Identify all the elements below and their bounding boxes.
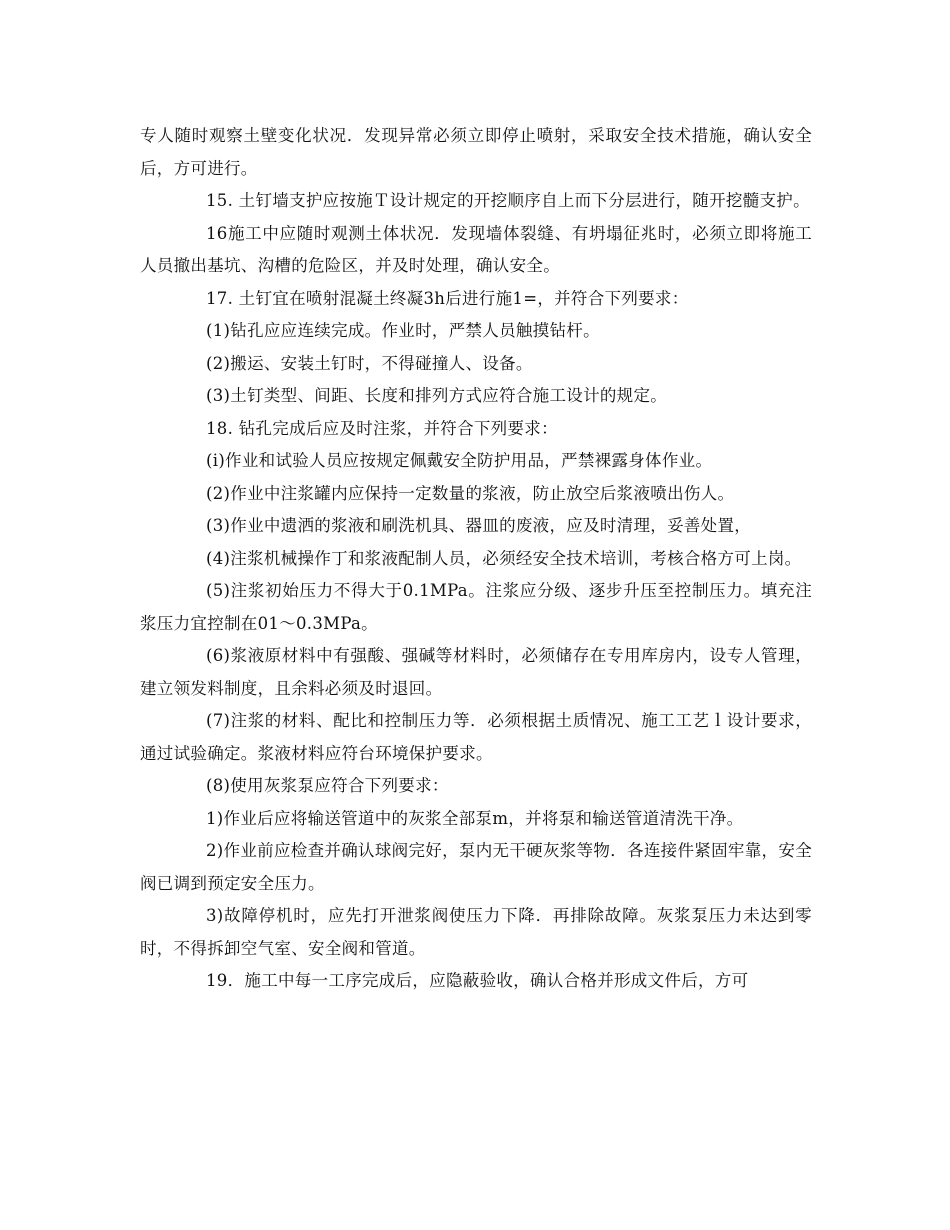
paragraph: (5)注浆初始压力不得大于0.1MPa。注浆应分级、逐步升压至控制压力。填充注浆压力宜控制在01～0.3MPa。	[140, 581, 812, 633]
paragraph: 2)作业前应检查并确认球阀完好，泵内无干硬灰浆等物．各连接件紧固牢靠，安全阀已调到预定安全压力。	[140, 841, 812, 893]
paragraph: 1)作业后应将输送管道中的灰浆全部泵m，并将泵和输送管道清洗干净。	[206, 808, 744, 828]
paragraph: (3)土钉类型、间距、长度和排列方式应符合施工设计的规定。	[206, 386, 668, 405]
paragraph: 18. 钻孔完成后应及时注浆，并符合下列要求：	[206, 418, 558, 438]
paragraph: (4)注浆机械操作丁和浆液配制人员，必须经安全技术培训，考核合格方可上岗。	[206, 548, 802, 568]
paragraph: (2)作业中注浆罐内应保持一定数量的浆液，防止放空后浆液喷出伤人。	[206, 483, 735, 503]
paragraph: 19．施工中每一工序完成后，应隐蔽验收，确认合格并形成文件后，方可	[206, 971, 749, 990]
paragraph: (1)钻孔应应连续完成。作业时，严禁人员触摸钻杆。	[206, 321, 600, 340]
paragraph: (i)作业和试验人员应按规定佩戴安全防护用品，严禁裸露身体作业。	[206, 451, 713, 470]
paragraph: (7)注浆的材料、配比和控制压力等．必须根据土质情况、施工工艺ｌ设计要求，通过试验确定。浆液材料应符台环境保护要求。	[140, 711, 812, 763]
document-body	[140, 120, 812, 998]
paragraph: 17. 土钉宜在喷射混凝土终凝3h后进行施1=，并符合下列要求：	[206, 288, 689, 308]
paragraph: 16施工中应随时观测土体状况．发现墙体裂缝、有坍塌征兆时，必须立即将施工人员撤出基坑、沟槽的危险区，并及时处理，确认安全。	[140, 223, 812, 275]
paragraph: (8)使用灰浆泵应符合下列要求：	[206, 776, 449, 795]
paragraph: (3)作业中遗洒的浆液和刷洗机具、器皿的废液，应及时清理，妥善处置，	[206, 516, 752, 535]
paragraph: 专人随时观察土壁变化状况．发现异常必须立即停止喷射，采取安全技术措施，确认安全后，方可进行。	[140, 126, 812, 178]
paragraph: 3)故障停机时，应先打开泄浆阀使压力下降．再排除故障。灰浆泵压力未达到零时，不得拆卸空气室、安全阀和管道。	[140, 906, 812, 958]
paragraph: (6)浆液原材料中有强酸、强碱等材料时，必须储存在专用库房内，设专人管理，建立领发料制度，且余料必须及时退回。	[140, 646, 812, 698]
paragraph: 15. 土钉墙支护应按施Ｔ设计规定的开挖顺序自上而下分层进行，随开挖髓支护。	[206, 191, 810, 210]
paragraph: (2)搬运、安装土钉时，不得碰撞人、设备。	[206, 353, 533, 373]
